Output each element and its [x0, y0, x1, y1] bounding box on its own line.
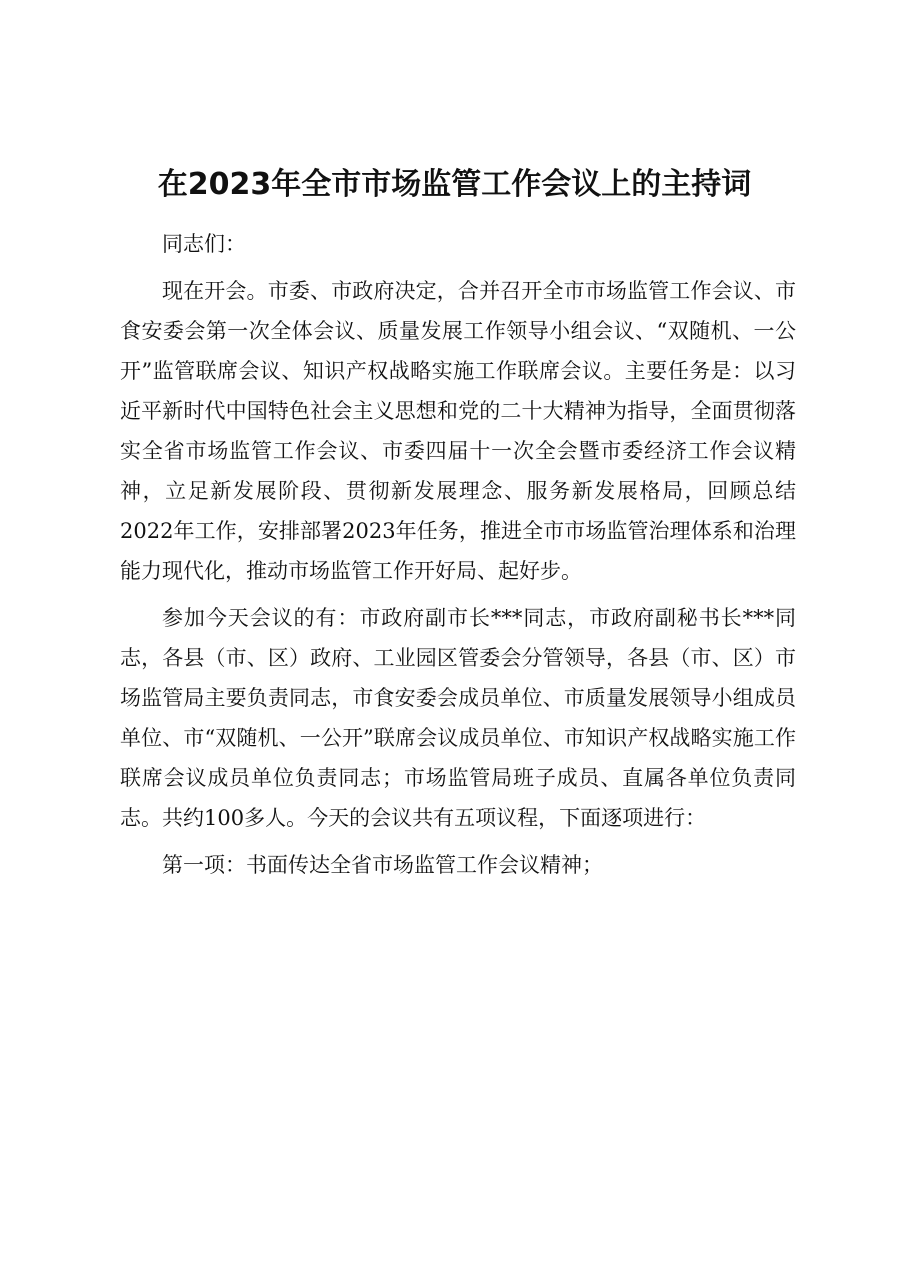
- greeting: 同志们：: [162, 232, 246, 256]
- paragraph-opening: 现在开会。市委、市政府决定，合并召开全市市场监管工作会议、市食安委会第一次全体会议、质量发展工作领导小组会议、“双随机、一公开”监管联席会议、知识产权战略实施工作联席会议。主要任务是：以习近平新时代中国特色社会主义思想和党的二十大精神为指导，全面贯彻落实全省市场监管工作会议、市委四届十一次全会暨市委经济工作会议精神，立足新发展阶段、贯彻新发展理念、服务新发展格局，回顾总结2022年工作，安排部署2023年任务，推进全市市场监管治理体系和治理能力现代化，推动市场监管工作开好局、起好步。: [120, 279, 796, 583]
- document-title: 在2023年全市市场监管工作会议上的主持词: [157, 167, 752, 202]
- document-body: [120, 224, 796, 892]
- paragraph-attendees: 参加今天会议的有：市政府副市长***同志，市政府副秘书长***同志，各县（市、区）政府、工业园区管委会分管领导，各县（市、区）市场监管局主要负责同志，市食安委会成员单位、市质量发展领导小组成员单位、市“双随机、一公开”联席会议成员单位、市知识产权战略实施工作联席会议成员单位负责同志；市场监管局班子成员、直属各单位负责同志。共约100多人。今天的会议共有五项议程，下面逐项进行：: [120, 606, 796, 830]
- paragraph-agenda-item-1: 第一项：书面传达全省市场监管工作会议精神；: [162, 853, 603, 877]
